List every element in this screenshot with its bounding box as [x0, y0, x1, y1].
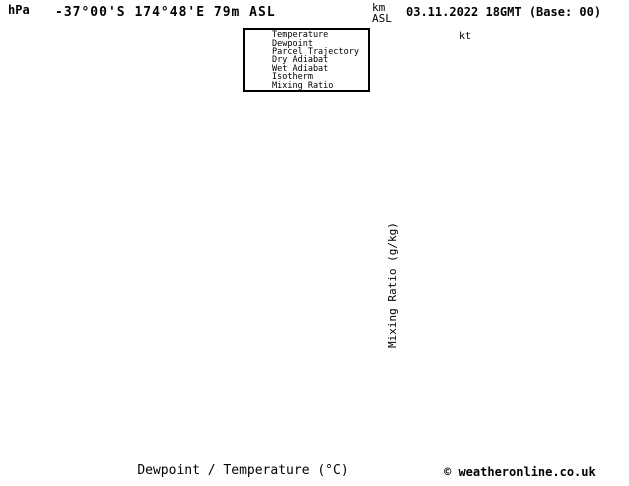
- chart-legend: [243, 28, 370, 92]
- legend-item-temperature: Temperature: [272, 30, 329, 41]
- hodograph-canvas: [455, 28, 570, 140]
- legend-item-parcel: Parcel Trajectory: [272, 46, 359, 57]
- legend-item-dry-adiabat: Dry Adiabat: [272, 55, 329, 66]
- legend-item-dewpoint: Dewpoint: [272, 38, 313, 49]
- legend-item-wet-adiabat: Wet Adiabat: [272, 63, 329, 74]
- datetime-label: 03.11.2022 18GMT (Base: 00): [406, 5, 602, 19]
- legend-item-mixing-ratio: Mixing Ratio: [272, 80, 334, 91]
- temperature-axis-label: Dewpoint / Temperature (°C): [137, 463, 349, 478]
- mixing-ratio-axis-label: Mixing Ratio (g/kg): [386, 222, 399, 348]
- altitude-unit-label: [372, 2, 392, 24]
- pressure-unit-label: hPa: [8, 3, 30, 17]
- legend-item-isotherm: Isotherm: [272, 72, 313, 83]
- hodograph-unit-label: kt: [459, 31, 472, 42]
- station-title: -37°00'S 174°48'E 79m ASL: [55, 5, 276, 20]
- altitude-unit-km: km: [372, 1, 386, 14]
- altitude-unit-asl: ASL: [372, 12, 392, 25]
- copyright-credit: © weatheronline.co.uk: [444, 465, 596, 479]
